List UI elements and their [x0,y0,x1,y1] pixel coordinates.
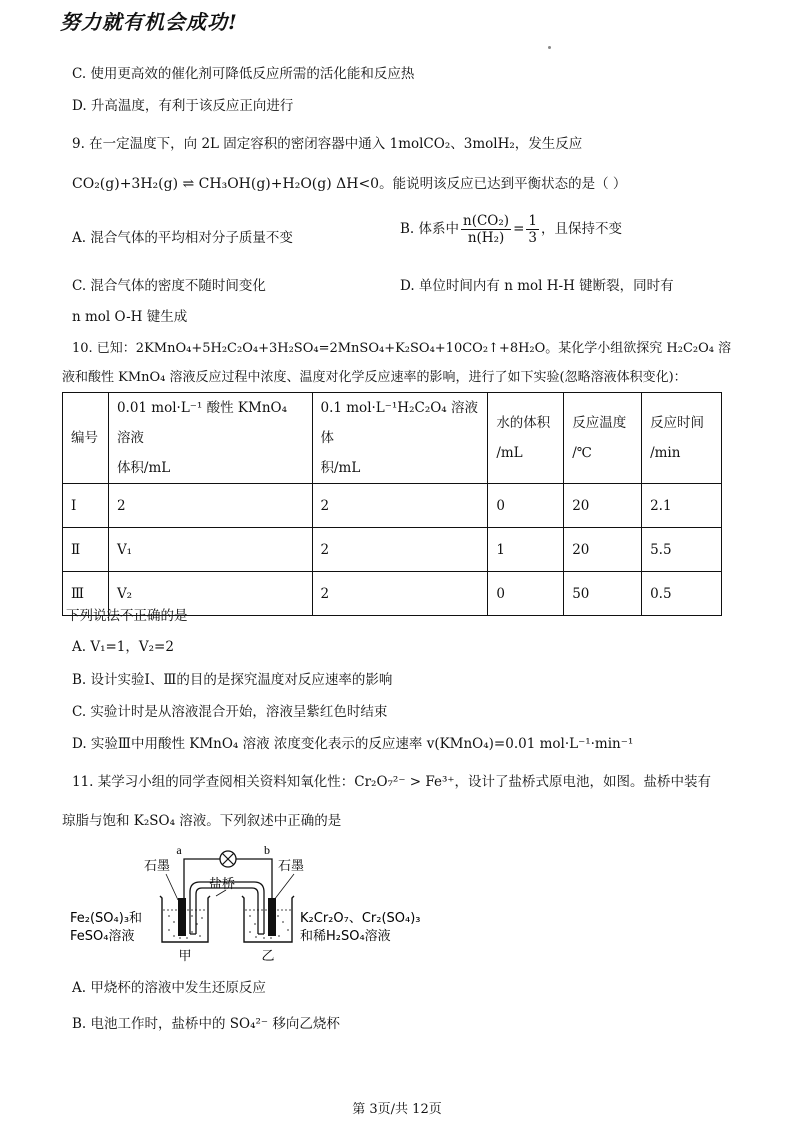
left-beaker-label: 甲 [178,949,192,964]
q11-stem-line1: 11. 某学习小组的同学查阅相关资料知氧化性：Cr₂O₇²⁻ > Fe³⁺，设计了盐桥式原电池，如图。盐桥中装有 [72,774,712,790]
q10-option-b: B. 设计实验Ⅰ、Ⅲ的目的是探究温度对反应速率的影响 [72,672,393,688]
q9-option-b-prefix: B. 体系中 [400,221,460,237]
table-cell: 2 [312,528,488,572]
q10-option-d: D. 实验Ⅲ中用酸性 KMnO₄ 溶液 浓度变化表示的反应速率 v(KMnO₄)=0.01 mol·L⁻¹·min⁻¹ [72,736,634,752]
q9-option-d: D. 单位时间内有 n mol H-H 键断裂，同时有 [400,278,674,294]
q9-option-b-ratio [461,213,511,246]
q11-stem-line2: 琼脂与饱和 K₂SO₄ 溶液。下列叙述中正确的是 [62,813,342,829]
table-row [63,484,722,528]
q9-stem: 9. 在一定温度下，向 2L 固定容积的密闭容器中通入 1molCO₂、3molH₂，发生反应 [72,136,583,152]
left-solution-label-2: FeSO₄溶液 [70,929,135,944]
q9-option-b-suffix: ，且保持不变 [540,221,622,237]
galvanic-cell-diagram [66,838,426,966]
q9-option-b [400,213,622,246]
q11-option-b: B. 电池工作时，盐桥中的 SO₄²⁻ 移向乙烧杯 [72,1016,340,1032]
table-header-cell: 反应温度 /℃ [564,393,642,484]
q9-fraction-denominator: 3 [528,230,537,246]
table-cell: 0.5 [642,572,722,616]
q10-prompt: 下列说法不正确的是 [66,608,188,624]
q9-option-d-cont: n mol O-H 键生成 [72,309,188,325]
right-solution-label-1: K₂Cr₂O₇、Cr₂(SO₄)₃ [300,911,421,926]
table-cell: Ⅱ [63,528,109,572]
q9-ratio-denominator: n(H₂) [467,230,505,246]
table-cell: 20 [564,528,642,572]
table-cell: Ⅲ [63,572,109,616]
table-header-cell: 水的体积 /mL [488,393,564,484]
right-graphite-electrode [268,898,276,936]
table-cell: 2 [312,484,488,528]
q8-option-d: D. 升高温度，有利于该反应正向进行 [72,98,294,114]
q9-option-c: C. 混合气体的密度不随时间变化 [72,278,266,294]
table-header-cell: 反应时间 /min [642,393,722,484]
table-cell: 20 [564,484,642,528]
right-electrode-label: 石墨 [278,859,305,874]
table-cell: 2 [312,572,488,616]
table-header-cell: 编号 [63,393,109,484]
q10-option-c: C. 实验计时是从溶液混合开始，溶液呈紫红色时结束 [72,704,388,720]
table-row [63,528,722,572]
left-solution-label-1: Fe₂(SO₄)₃和 [70,911,143,926]
wire-right [236,859,272,898]
q9-option-b-fraction [526,213,539,246]
q9-option-a: A. 混合气体的平均相对分子质量不变 [72,230,293,246]
q9-stem-cont: 。能说明该反应已达到平衡状态的是（ ） [379,176,627,192]
page-footer: 第 3页/共 12页 [352,1102,442,1117]
table-cell: 0 [488,572,564,616]
label-b: b [264,843,270,857]
left-graphite-electrode [178,898,186,936]
table-cell: 1 [488,528,564,572]
table-cell: 2.1 [642,484,722,528]
scan-speck [548,46,551,49]
q9-equation-line [72,172,626,192]
q9-option-b-equals: = [513,221,525,237]
q10-stem-line1: 10. 已知：2KMnO₄+5H₂C₂O₄+3H₂SO₄=2MnSO₄+K₂SO₄+10CO₂↑+8H₂O。某化学小组欲探究 H₂C₂O₄ 溶 [72,341,732,356]
right-beaker-label: 乙 [261,949,275,964]
q10-option-a: A. V₁=1，V₂=2 [72,639,174,655]
page-banner: 努力就有机会成功! [60,10,238,34]
label-a: a [176,843,182,857]
table-cell: Ⅰ [63,484,109,528]
q11-option-a: A. 甲烧杯的溶液中发生还原反应 [72,980,266,996]
left-electrode-label: 石墨 [144,859,171,874]
experiment-table [62,392,722,616]
q9-ratio-numerator: n(CO₂) [463,213,510,229]
table-cell: 0 [488,484,564,528]
q9-equation: CO₂(g)+3H₂(g) ⇌ CH₃OH(g)+H₂O(g) ΔH<0 [72,176,380,192]
right-solution-label-2: 和稀H₂SO₄溶液 [300,929,391,944]
table-cell: 5.5 [642,528,722,572]
table-header-cell: 0.01 mol·L⁻¹ 酸性 KMnO₄ 溶液 体积/mL [108,393,312,484]
table-cell: V₁ [108,528,312,572]
salt-bridge-label: 盐桥 [209,877,236,892]
table-cell: 2 [108,484,312,528]
table-header-row [63,393,722,484]
q8-option-c: C. 使用更高效的催化剂可降低反应所需的活化能和反应热 [72,66,415,82]
table-cell: V₂ [108,572,312,616]
table-header-cell: 0.1 mol·L⁻¹H₂C₂O₄ 溶液体 积/mL [312,393,488,484]
q9-fraction-numerator: 1 [528,213,537,229]
table-cell: 50 [564,572,642,616]
q10-stem-line2: 液和酸性 KMnO₄ 溶液反应过程中浓度、温度对化学反应速率的影响，进行了如下实验(忽略溶液体积变化)： [62,370,687,385]
